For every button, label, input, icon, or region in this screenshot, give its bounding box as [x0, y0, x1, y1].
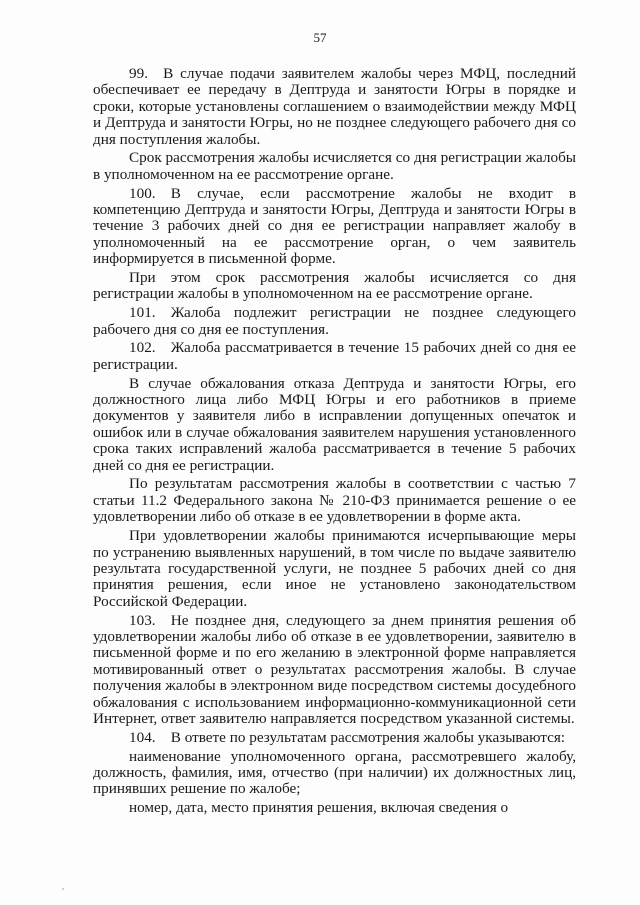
paragraph: 103. Не позднее дня, следующего за днем принятия решения об удовлетворении жалобы либо об отказе в ее удовлетворении, заявителю в письменной форме и по его желанию в электронной форме направляется мотивированный ответ о результатах рассмотрения жалобы. В случае получения жалобы в электронном виде посредством системы досудебного обжалования с использованием информационно-коммуникационной сети Интернет, ответ заявителю направляется посредством указанной системы.	[93, 611, 576, 727]
paragraph: номер, дата, место принятия решения, включая сведения о	[129, 799, 509, 817]
scan-speck	[62, 888, 64, 890]
paragraph: Срок рассмотрения жалобы исчисляется со дня регистрации жалобы в уполномоченном на ее рассмотрение органе.	[93, 149, 576, 183]
paragraph: 99. В случае подачи заявителем жалобы через МФЦ, последний обеспечивает ее передачу в Дептруда и занятости Югры в порядке и сроки, которые установлены соглашением о взаимодействии между МФЦ и Дептруда и занятости Югры, но не позднее следующего рабочего дня со дня поступления жалобы.	[93, 65, 576, 148]
paragraph: При удовлетворении жалобы принимаются исчерпывающие меры по устранению выявленных нарушений, в том числе по выдаче заявителю результата государственной услуги, не позднее 5 рабочих дней со дня принятия решения, если иное не установлено законодательством Российской Федерации.	[93, 527, 576, 610]
paragraph: При этом срок рассмотрения жалобы исчисляется со дня регистрации жалобы в уполномоченном на ее рассмотрение органе.	[93, 269, 576, 303]
page-number: 57	[313, 30, 327, 45]
paragraph: 100. В случае, если рассмотрение жалобы не входит в компетенцию Дептруда и занятости Югры, Дептруда и занятости Югры в течение 3 рабочих дней со дня ее регистрации направляет жалобу в уполномоченный на ее рассмотрение орган, о чем заявитель информируется в письменной форме.	[93, 184, 576, 268]
paragraph: 104. В ответе по результатам рассмотрения жалобы указываются:	[129, 728, 566, 746]
document-body	[93, 66, 576, 817]
paragraph: По результатам рассмотрения жалобы в соответствии с частью 7 статьи 11.2 Федерального закона № 210-ФЗ принимается решение о ее удовлетворении либо об отказе в ее удовлетворении в форме акта.	[93, 475, 576, 526]
paragraph: 102. Жалоба рассматривается в течение 15 рабочих дней со дня ее регистрации.	[93, 339, 576, 373]
paragraph: В случае обжалования отказа Дептруда и занятости Югры, его должностного лица либо МФЦ Югры и его работников в приеме документов у заявителя либо в исправлении допущенных опечаток и ошибок или в случае обжалования заявителем нарушения установленного срока таких исправлений жалоба рассматривается в течение 5 рабочих дней со дня ее регистрации.	[93, 374, 576, 474]
paragraph: 101. Жалоба подлежит регистрации не позднее следующего рабочего дня со дня ее поступления.	[93, 304, 576, 338]
paragraph: наименование уполномоченного органа, рассмотревшего жалобу, должность, фамилия, имя, отчество (при наличии) их должностных лиц, принявших решение по жалобе;	[93, 747, 576, 798]
